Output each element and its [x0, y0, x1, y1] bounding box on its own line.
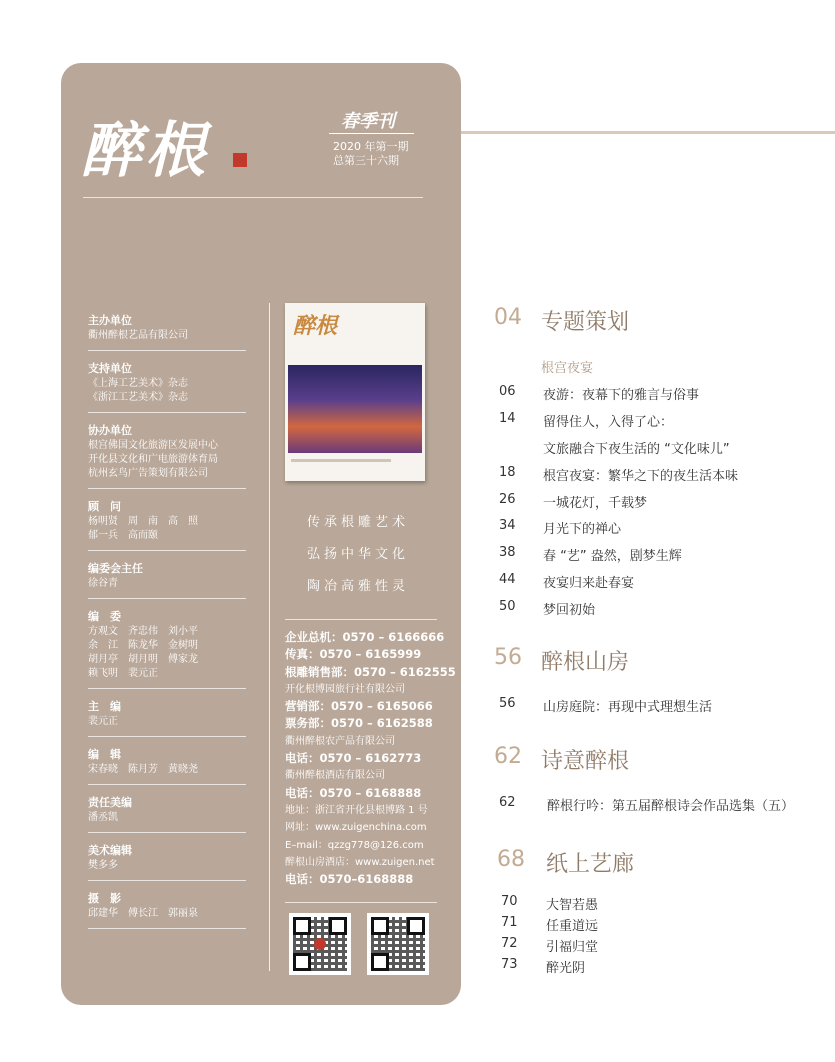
slogan-line: 陶冶高雅性灵	[307, 579, 410, 594]
contact-line: 衢州醉根酒店有限公司	[285, 770, 385, 782]
credit-block	[88, 557, 246, 599]
toc-page: 71	[501, 915, 518, 930]
credit-label: 摄 影	[88, 892, 121, 905]
toc-entry[interactable]: 文旅融合下夜生活的 “文化味儿”	[543, 442, 730, 457]
contact-line: 营销部：0570 – 6165066	[285, 699, 433, 714]
contact-line: 醉根山房酒店：www.zuigen.net	[285, 856, 435, 868]
contact-divider-top	[285, 619, 437, 620]
credit-label: 美术编辑	[88, 844, 132, 857]
toc-entry[interactable]: 月光下的禅心	[543, 522, 622, 537]
credit-label: 顾 问	[88, 500, 121, 513]
section-title: 诗意醉根	[541, 749, 630, 774]
cover-thumbnail	[285, 303, 425, 481]
contact-line: 企业总机：0570 – 6166666	[285, 630, 445, 644]
contact-line: 衢州醉根农产品有限公司	[285, 735, 395, 747]
toc-page: 44	[499, 572, 516, 587]
slogan-line: 传承根雕艺术	[307, 515, 410, 530]
toc-entry[interactable]: 醉根行吟：第五届醉根诗会作品选集（五）	[547, 799, 795, 814]
credit-label: 支持单位	[88, 362, 132, 375]
credit-line: 潘丞凯	[88, 812, 118, 823]
credit-block	[88, 357, 246, 413]
toc-page: 06	[499, 384, 516, 399]
credit-line: 邱建华 傅长江 郭丽泉	[88, 908, 198, 919]
contact-divider-bottom	[285, 902, 437, 903]
contact-line: 电话：0570 – 6162773	[285, 751, 422, 766]
credit-line: 开化县文化和广电旅游体育局	[88, 454, 218, 465]
credit-block	[88, 605, 246, 689]
credit-line: 余 江 陈龙华 金树明	[88, 640, 198, 651]
toc-entry[interactable]: 引福归堂	[546, 940, 599, 955]
credit-label: 编委会主任	[88, 562, 143, 575]
contact-line: 开化根博园旅行社有限公司	[285, 683, 405, 695]
credit-block	[88, 695, 246, 737]
credit-line: 郁一兵 高而颐	[88, 530, 158, 541]
section-number: 56	[494, 645, 522, 670]
credit-block	[88, 791, 246, 833]
seal-icon	[233, 153, 247, 167]
credit-block	[88, 887, 246, 929]
credit-line: 杭州玄鸟广告策划有限公司	[88, 468, 208, 479]
toc-page: 26	[499, 492, 516, 507]
contact-line: 根雕销售部：0570 – 6162555	[285, 664, 456, 679]
magazine-logo: 醉根	[81, 116, 209, 186]
contact-line: 票务部：0570 – 6162588	[285, 716, 433, 731]
toc-entry[interactable]: 夜宴归来赴春宴	[543, 576, 635, 591]
contact-line: 地址：浙江省开化县根博路 1 号	[285, 804, 428, 816]
toc-page: 73	[501, 957, 518, 972]
header-divider	[461, 131, 835, 134]
toc-entry[interactable]: 大智若愚	[546, 898, 599, 913]
toc-entry[interactable]: 梦回初始	[543, 603, 596, 618]
issue-year: 2020 年第一期	[333, 140, 409, 153]
credit-block	[88, 309, 246, 351]
toc-entry[interactable]: 根宫夜宴：繁华之下的夜生活本味	[543, 469, 739, 484]
toc-entry[interactable]: 一城花灯，千载梦	[543, 496, 648, 511]
section-number: 68	[497, 847, 525, 872]
credit-label: 主 编	[88, 700, 121, 713]
credit-label: 责任美编	[88, 796, 132, 809]
toc-entry[interactable]: 春 “艺” 盎然，剧梦生辉	[543, 549, 682, 564]
toc-page: 62	[499, 795, 516, 810]
credit-block	[88, 839, 246, 881]
credit-line: 《上海工艺美术》杂志	[88, 378, 188, 389]
masthead-divider	[83, 197, 423, 198]
contact-line: 网址：www.zuigenchina.com	[285, 822, 427, 834]
contact-line: 电话：0570–6168888	[285, 872, 414, 887]
cover-night-photo	[288, 365, 422, 453]
contact-line: 传真：0570 – 6165999	[285, 647, 422, 662]
section-number: 62	[494, 744, 522, 769]
credit-line: 赖飞明 裴元正	[88, 668, 158, 679]
contact-line: E–mail：qzzg778@126.com	[285, 839, 424, 851]
credit-block	[88, 743, 246, 785]
credit-line: 《浙江工艺美术》杂志	[88, 392, 188, 403]
credit-block	[88, 495, 246, 551]
credit-line: 樊多多	[88, 860, 118, 871]
credit-line: 胡月亭 胡月明 傅家龙	[88, 654, 198, 665]
masthead-panel	[61, 63, 461, 1005]
column-divider	[269, 303, 270, 971]
toc-page: 18	[499, 465, 516, 480]
toc-page: 72	[501, 936, 518, 951]
credit-label: 协办单位	[88, 424, 132, 437]
qr-code-icon	[289, 913, 351, 975]
slogan-line: 弘扬中华文化	[307, 547, 410, 562]
credit-label: 主办单位	[88, 314, 132, 327]
qr-code-icon	[367, 913, 429, 975]
issue-title: 春季刊	[341, 111, 395, 132]
credit-line: 方观文 齐忠伟 刘小平	[88, 626, 198, 637]
toc-entry[interactable]: 醉光阴	[546, 961, 586, 976]
credit-line: 杨明贤 周 南 高 照	[88, 516, 198, 527]
toc-page: 14	[499, 411, 516, 426]
credit-line: 裴元正	[88, 716, 118, 727]
credit-line: 徐谷青	[88, 578, 118, 589]
issue-divider	[329, 133, 414, 134]
toc-page: 50	[499, 599, 516, 614]
section-title: 纸上艺廊	[546, 852, 635, 877]
masthead-credits	[88, 309, 246, 935]
credit-label: 编 辑	[88, 748, 121, 761]
toc-entry[interactable]: 夜游：夜幕下的雅言与俗事	[543, 388, 700, 403]
toc-page: 34	[499, 518, 516, 533]
contact-info	[285, 629, 460, 888]
subsection-title: 根宫夜宴	[541, 361, 594, 376]
toc-page: 38	[499, 545, 516, 560]
toc-page: 56	[499, 696, 516, 711]
cover-footer-bar	[291, 459, 391, 462]
credit-line: 衢州醉根艺品有限公司	[88, 330, 188, 341]
issue-number: 总第三十六期	[333, 154, 399, 167]
contact-line: 电话：0570 – 6168888	[285, 785, 422, 800]
credit-line: 宋春晓 陈月芳 黄晓尧	[88, 764, 198, 775]
toc-entry[interactable]: 任重道远	[546, 919, 599, 934]
credit-label: 编 委	[88, 610, 121, 623]
toc-entry[interactable]: 山房庭院：再现中式理想生活	[543, 700, 713, 715]
section-number: 04	[494, 305, 522, 330]
section-title: 专题策划	[541, 310, 630, 335]
toc-page: 70	[501, 894, 518, 909]
cover-logo: 醉根	[293, 313, 338, 339]
section-title: 醉根山房	[541, 650, 630, 675]
credit-line: 根宫佛国文化旅游区发展中心	[88, 440, 218, 451]
toc-entry[interactable]: 留得住人，入得了心：	[543, 415, 674, 430]
credit-block	[88, 419, 246, 489]
